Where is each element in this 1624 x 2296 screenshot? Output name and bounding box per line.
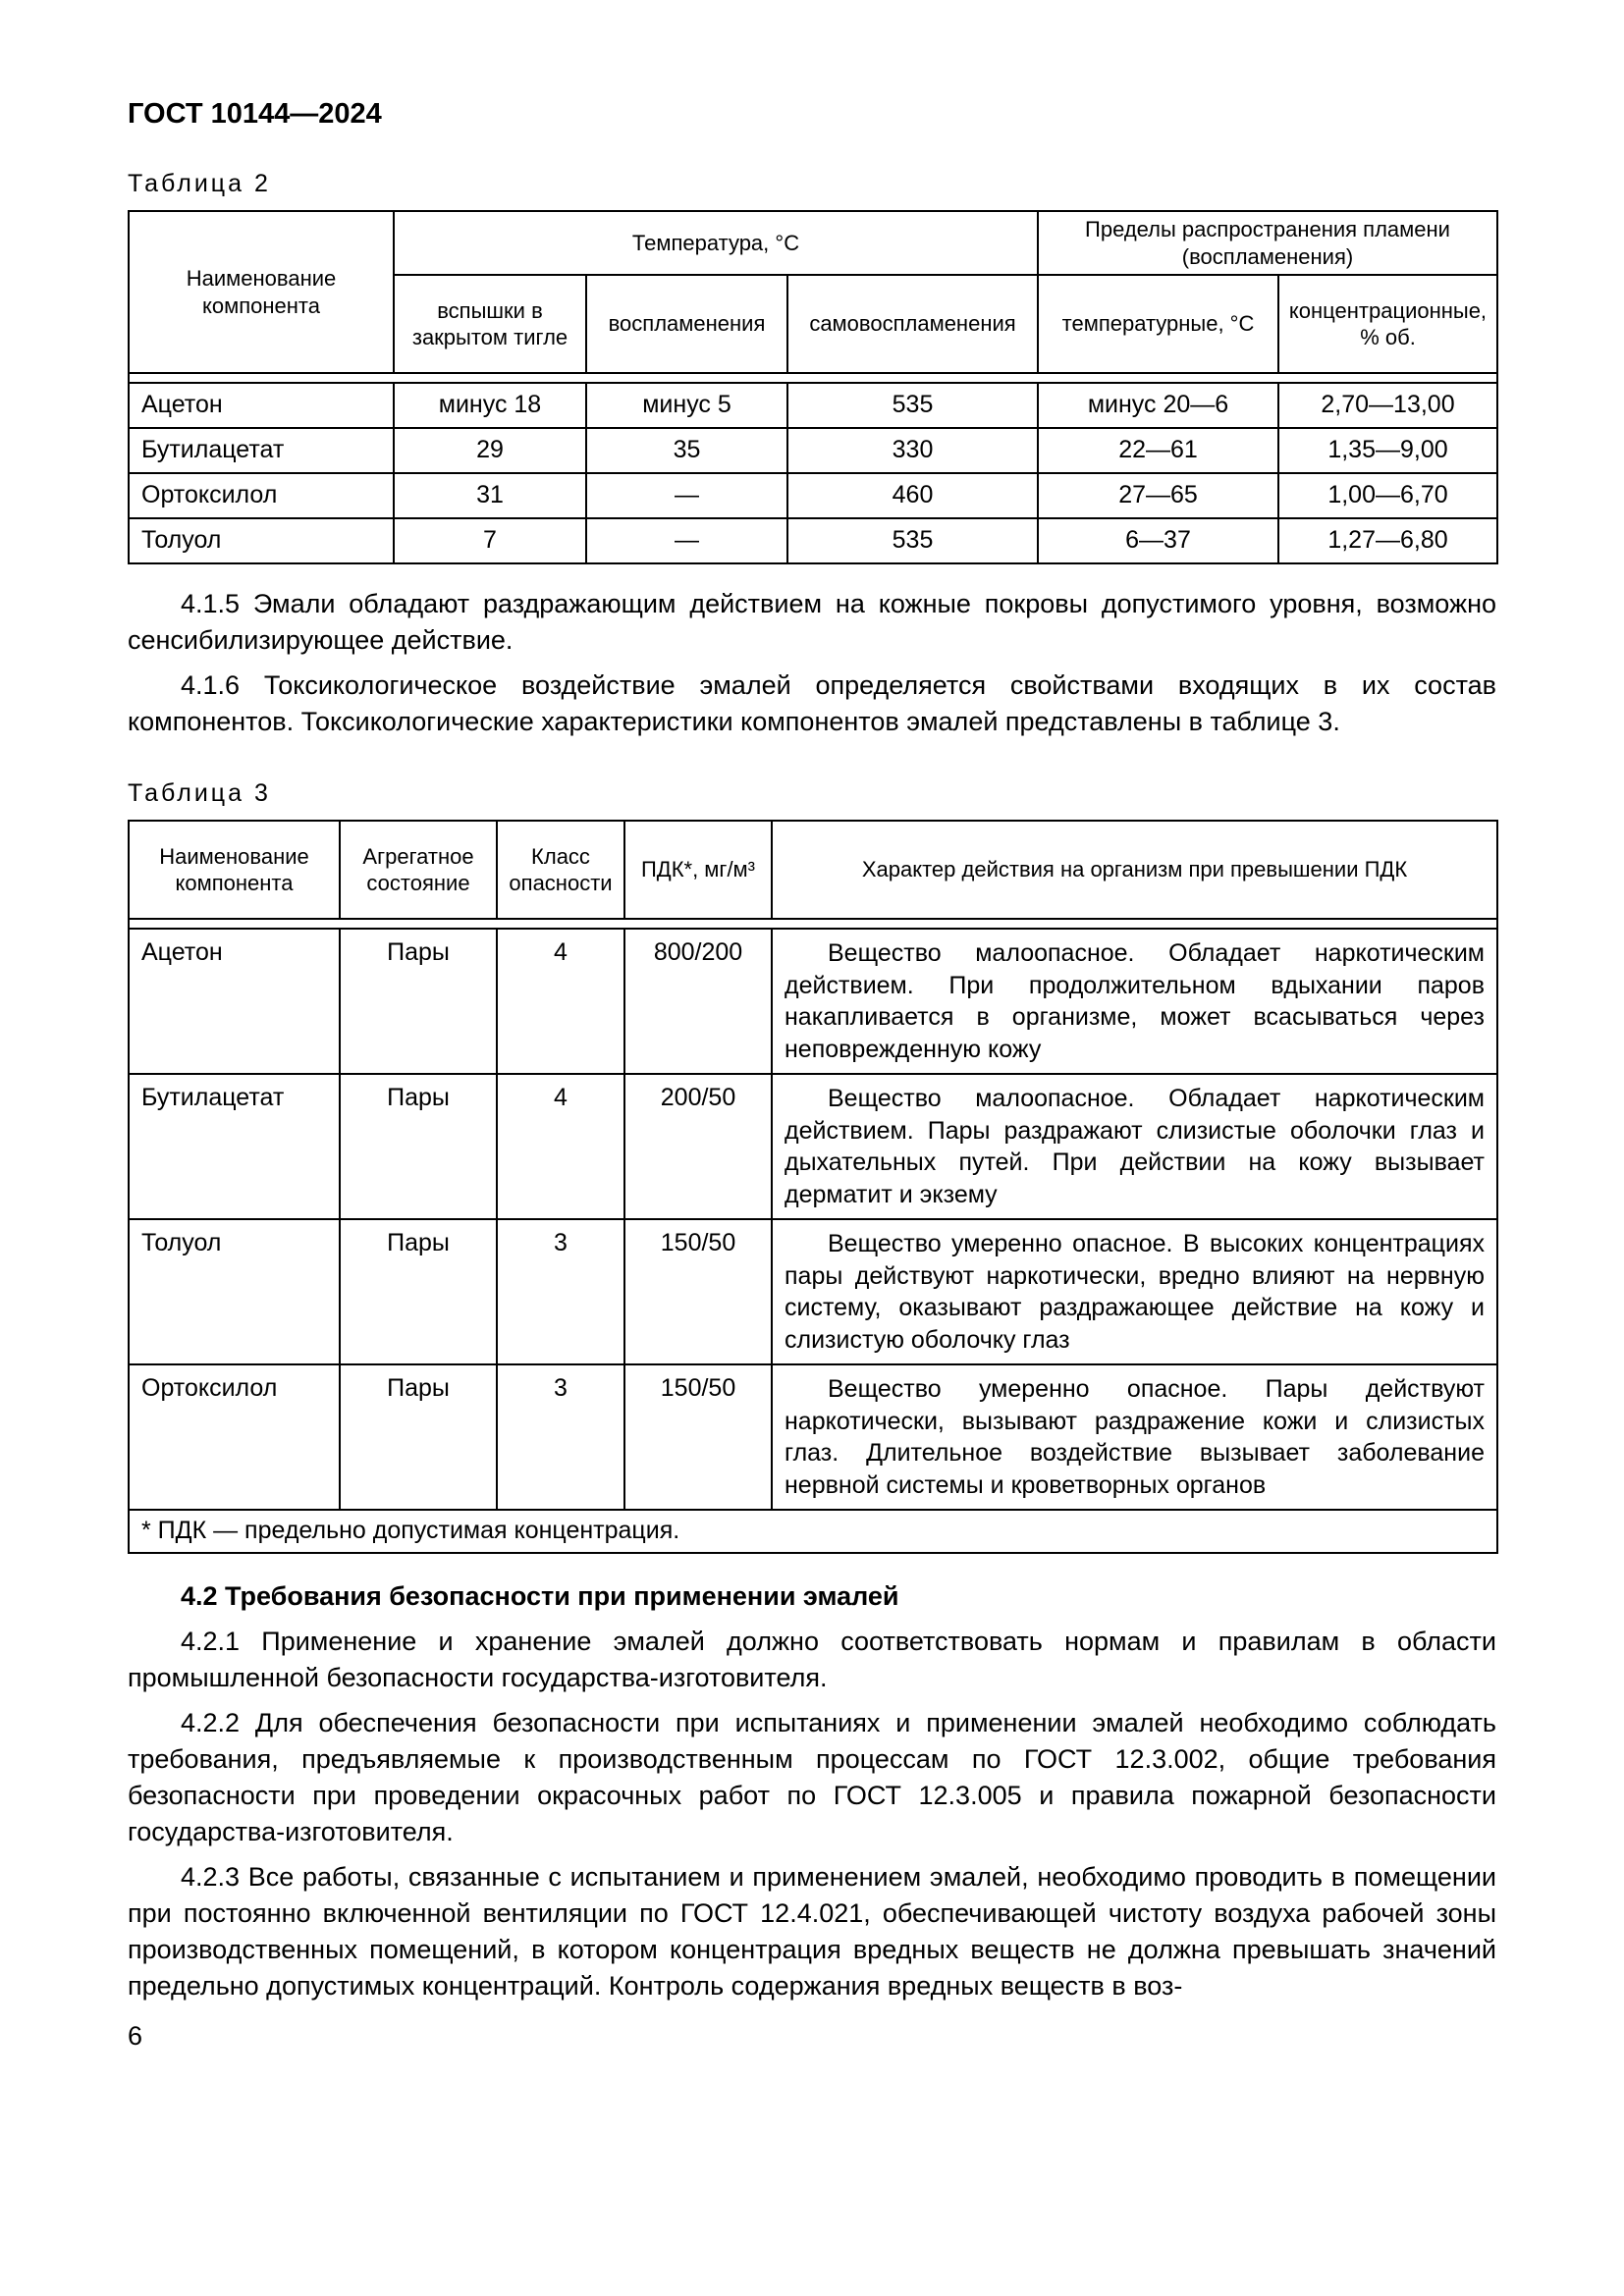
table-cell-self-ignition: 460 [787, 473, 1038, 518]
table-cell-flash: 31 [394, 473, 586, 518]
table-cell-flash: 7 [394, 518, 586, 563]
table3-header-pdk: ПДК*, мг/м³ [624, 821, 772, 919]
table-cell-flash: минус 18 [394, 383, 586, 428]
table-3 [128, 820, 1498, 1554]
table-cell-conc-limits: 2,70—13,00 [1278, 383, 1497, 428]
table3-header-row [129, 821, 1497, 919]
table-cell-self-ignition: 330 [787, 428, 1038, 473]
table-row [129, 1074, 1497, 1219]
table2-header-temperature-limits: температурные, °С [1038, 275, 1278, 373]
table3-footnote: * ПДК — предельно допустимая концентрация. [129, 1510, 1497, 1553]
table2-header-ignition: воспламенения [586, 275, 787, 373]
paragraph-4-1-6: 4.1.6 Токсикологическое воздействие эмалей определяется свойствами входящих в их состав компонентов. Токсикологические характеристики компонентов эмалей представлены в таблице 3. [128, 669, 1496, 736]
table-cell-pdk: 150/50 [624, 1364, 772, 1510]
table-cell-name: Бутилацетат [129, 428, 394, 473]
table-cell-name: Ортоксилол [129, 1364, 340, 1510]
page-number: 6 [128, 2020, 143, 2051]
table-cell-hazard-class: 3 [497, 1364, 624, 1510]
table-row [129, 1364, 1497, 1510]
table2-header-flash-closed: вспышки в закрытом тигле [394, 275, 586, 373]
table2-header-separator-cell [129, 373, 1497, 383]
table-cell-hazard-class: 4 [497, 1074, 624, 1219]
paragraph-4-2-2: 4.2.2 Для обеспечения безопасности при испытаниях и применении эмалей необходимо соблюдать требования, предъявляемые к производственным процессам по ГОСТ 12.3.002, общие требования безопасности при проведении окрасочных работ по ГОСТ 12.3.005 и правила пожарной безопасности государства-изготовителя. [128, 1707, 1496, 1847]
table2-header-self-ignition: самовоспламенения [787, 275, 1038, 373]
table3-footnote-row [129, 1510, 1497, 1553]
table-row [129, 383, 1497, 428]
table2-header-temperature-group: Температура, °С [394, 211, 1038, 275]
table-cell-self-ignition: 535 [787, 518, 1038, 563]
table-cell-effect: Вещество малоопасное. Обладает наркотическим действием. При продолжительном вдыхании паров накапливается в организме, может всасываться через неповрежденную кожу [772, 929, 1497, 1074]
table2-header-component: Наименование компонента [129, 211, 394, 373]
table-cell-pdk: 200/50 [624, 1074, 772, 1219]
table-cell-state: Пары [340, 1219, 497, 1364]
table-cell-self-ignition: 535 [787, 383, 1038, 428]
table-cell-pdk: 150/50 [624, 1219, 772, 1364]
table-cell-name: Толуол [129, 1219, 340, 1364]
table-cell-temp-limits: 6—37 [1038, 518, 1278, 563]
table-row [129, 929, 1497, 1074]
table-cell-hazard-class: 4 [497, 929, 624, 1074]
document-page [128, 98, 1496, 2052]
table-cell-name: Толуол [129, 518, 394, 563]
table-row [129, 428, 1497, 473]
table-cell-temp-limits: минус 20—6 [1038, 383, 1278, 428]
table-cell-ignition: — [586, 473, 787, 518]
table-cell-flash: 29 [394, 428, 586, 473]
table-row [129, 518, 1497, 563]
table-cell-effect: Вещество умеренно опасное. В высоких концентрациях пары действуют наркотически, вредно влияют на нервную систему, оказывают раздражающее действие на кожу и слизистую оболочку глаз [772, 1219, 1497, 1364]
table-cell-name: Бутилацетат [129, 1074, 340, 1219]
table-cell-state: Пары [340, 1074, 497, 1219]
table-cell-state: Пары [340, 929, 497, 1074]
table3-header-separator [129, 919, 1497, 929]
table-row [129, 473, 1497, 518]
table-cell-conc-limits: 1,35—9,00 [1278, 428, 1497, 473]
table-cell-state: Пары [340, 1364, 497, 1510]
table-cell-name: Ацетон [129, 383, 394, 428]
table-cell-temp-limits: 27—65 [1038, 473, 1278, 518]
table3-header-separator-cell [129, 919, 1497, 929]
table-cell-ignition: минус 5 [586, 383, 787, 428]
table-cell-conc-limits: 1,00—6,70 [1278, 473, 1497, 518]
section-4-2-heading: 4.2 Требования безопасности при применении эмалей [181, 1581, 899, 1611]
table3-header-state: Агрегатное состояние [340, 821, 497, 919]
paragraph-4-1-5: 4.1.5 Эмали обладают раздражающим действием на кожные покровы допустимого уровня, возможно сенсибилизирующее действие. [128, 589, 1496, 656]
table2-header-separator [129, 373, 1497, 383]
table2-header-concentration-limits: концентрационные, % об. [1278, 275, 1497, 373]
table3-header-component: Наименование компонента [129, 821, 340, 919]
table-cell-name: Ортоксилол [129, 473, 394, 518]
paragraph-4-2-1: 4.2.1 Применение и хранение эмалей должно соответствовать нормам и правилам в области промышленной безопасности государства-изготовителя. [128, 1627, 1496, 1693]
paragraph-4-2-3: 4.2.3 Все работы, связанные с испытанием и применением эмалей, необходимо проводить в помещении при постоянно включенной вентиляции по ГОСТ 12.4.021, обеспечивающей чистоту воздуха рабочей зоны производственных помещений, в котором концентрация вредных веществ не должна превышать значений предельно допустимых концентраций. Контроль содержания вредных веществ в воз- [128, 1861, 1496, 2002]
table2-header-row-groups [129, 211, 1497, 275]
table-cell-effect: Вещество умеренно опасное. Пары действуют наркотически, вызывают раздражение кожи и слизистых глаз. Длительное воздействие вызывает заболевание нервной системы и кроветворных органов [772, 1364, 1497, 1510]
table-cell-ignition: — [586, 518, 787, 563]
table-cell-hazard-class: 3 [497, 1219, 624, 1364]
table-cell-effect: Вещество малоопасное. Обладает наркотическим действием. Пары раздражают слизистые оболочки глаз и дыхательных путей. При действии на кожу вызывает дерматит и экзему [772, 1074, 1497, 1219]
table3-header-hazard-class: Класс опасности [497, 821, 624, 919]
table3-caption: Таблица 3 [128, 779, 271, 807]
table-cell-conc-limits: 1,27—6,80 [1278, 518, 1497, 563]
table3-header-effect: Характер действия на организм при превышении ПДК [772, 821, 1497, 919]
doc-header: ГОСТ 10144—2024 [128, 98, 382, 130]
table-row [129, 1219, 1497, 1364]
table2-header-flame-group: Пределы распространения пламени (воспламенения) [1038, 211, 1497, 275]
table-cell-pdk: 800/200 [624, 929, 772, 1074]
table-cell-temp-limits: 22—61 [1038, 428, 1278, 473]
table2-caption: Таблица 2 [128, 170, 271, 197]
table-2 [128, 210, 1498, 564]
table-cell-name: Ацетон [129, 929, 340, 1074]
table-cell-ignition: 35 [586, 428, 787, 473]
